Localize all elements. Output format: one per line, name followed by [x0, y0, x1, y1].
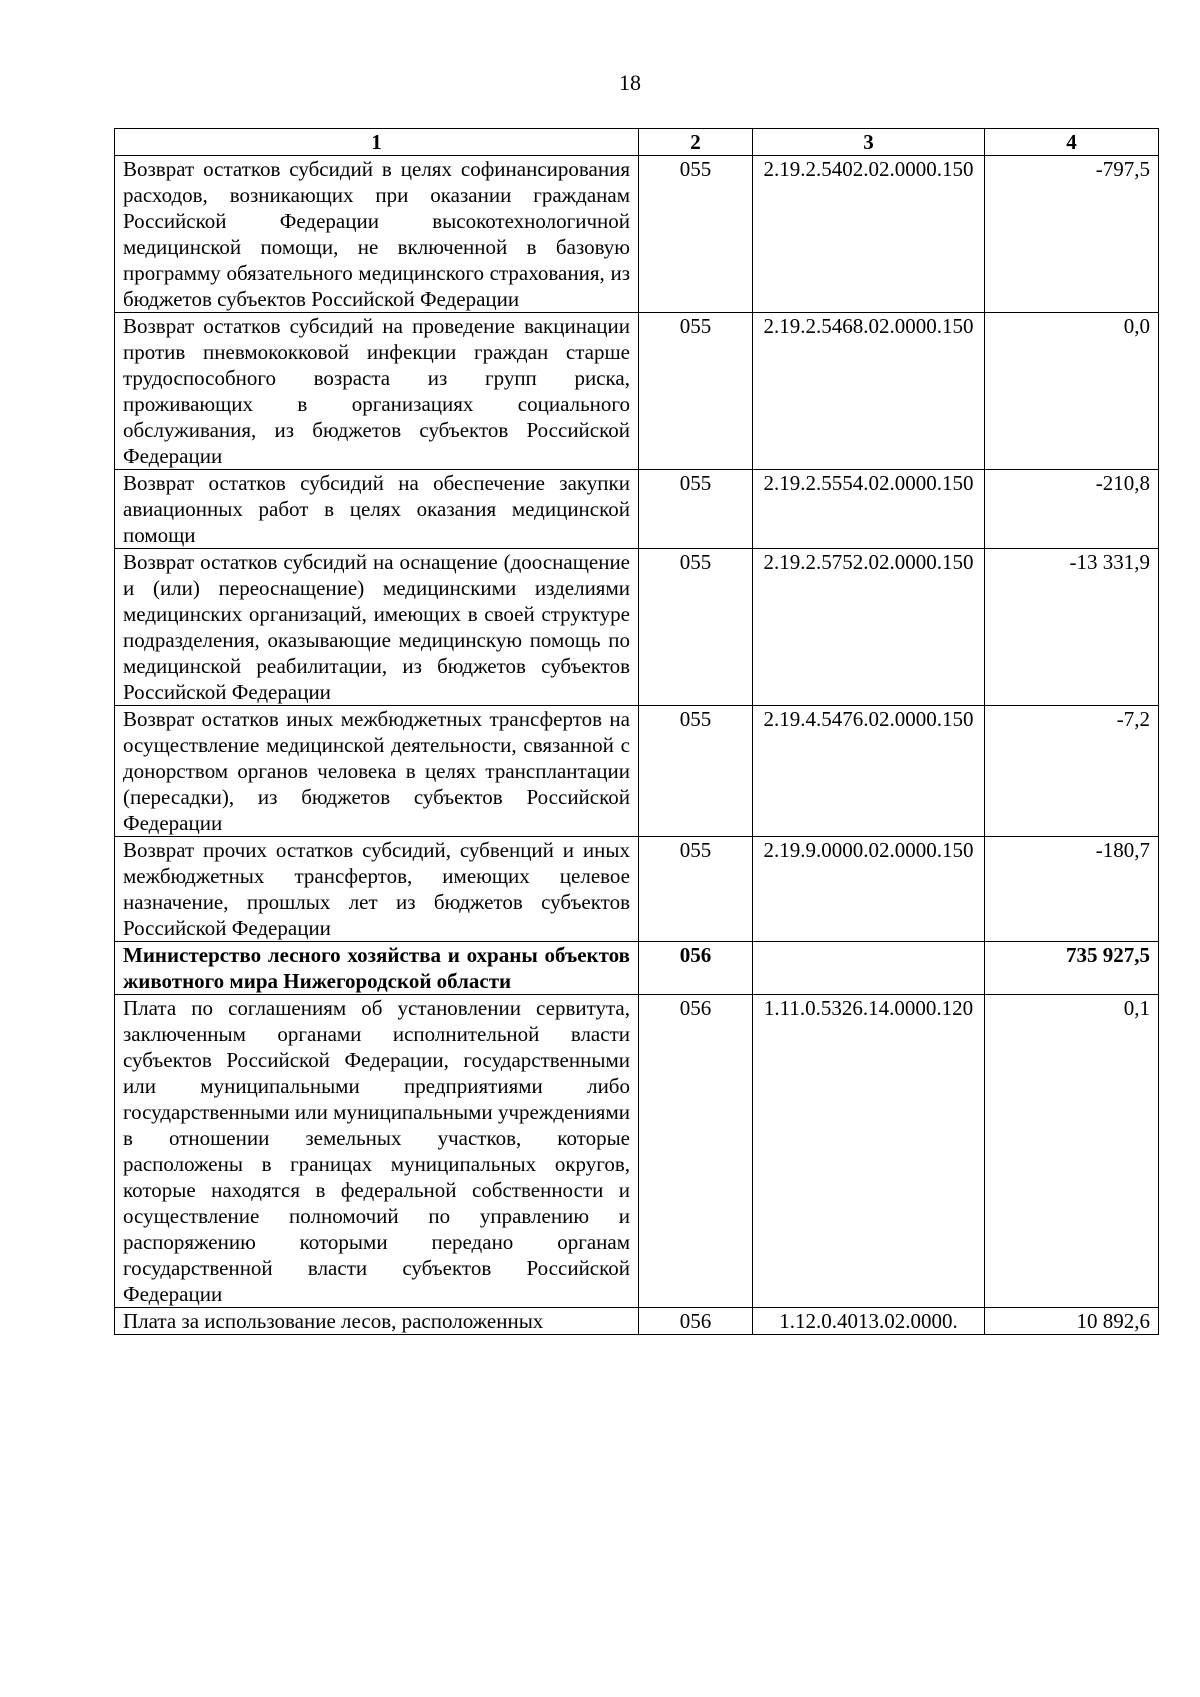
table-row: [115, 1308, 1159, 1335]
row-name: Плата за использование лесов, расположенных: [115, 1308, 639, 1335]
row-budget-code: 2.19.2.5402.02.0000.150: [753, 156, 985, 313]
row-budget-code: 2.19.2.5468.02.0000.150: [753, 313, 985, 470]
row-budget-code: 2.19.2.5752.02.0000.150: [753, 549, 985, 706]
table-row: [115, 995, 1159, 1308]
table-row: [115, 549, 1159, 706]
row-name: Возврат остатков субсидий на проведение вакцинации против пневмококковой инфекции граждан старше трудоспособного возраста из групп риска, проживающих в организациях социального обслуживания, из бюджетов субъектов Российской Федерации: [115, 313, 639, 470]
row-name: Возврат остатков субсидий на обеспечение закупки авиационных работ в целях оказания медицинской помощи: [115, 470, 639, 549]
row-name: Возврат прочих остатков субсидий, субвенций и иных межбюджетных трансфертов, имеющих целевое назначение, прошлых лет из бюджетов субъектов Российской Федерации: [115, 837, 639, 942]
row-admin-code: 055: [639, 470, 753, 549]
table-header-row: [115, 129, 1159, 156]
row-amount: -13 331,9: [985, 549, 1159, 706]
table-row: [115, 837, 1159, 942]
row-amount: 0,0: [985, 313, 1159, 470]
row-admin-code: 056: [639, 942, 753, 995]
row-amount: -7,2: [985, 706, 1159, 837]
header-col-4: 4: [985, 129, 1159, 156]
row-budget-code: 2.19.4.5476.02.0000.150: [753, 706, 985, 837]
header-col-3: 3: [753, 129, 985, 156]
row-amount: 735 927,5: [985, 942, 1159, 995]
budget-table: [114, 128, 1159, 1335]
row-name: Возврат остатков иных межбюджетных трансфертов на осуществление медицинской деятельности, связанной с донорством органов человека в целях трансплантации (пересадки), из бюджетов субъектов Российской Федерации: [115, 706, 639, 837]
row-amount: -210,8: [985, 470, 1159, 549]
row-amount: -180,7: [985, 837, 1159, 942]
row-budget-code: 1.12.0.4013.02.0000.: [753, 1308, 985, 1335]
row-name: Плата по соглашениям об установлении сервитута, заключенным органами исполнительной власти субъектов Российской Федерации, государственными или муниципальными предприятиями либо государственными или муниципальными учреждениями в отношении земельных участков, которые расположены в границах муниципальных округов, которые находятся в федеральной собственности и осуществление полномочий по управлению и распоряжению которыми передано органам государственной власти субъектов Российской Федерации: [115, 995, 639, 1308]
table-row: [115, 313, 1159, 470]
row-admin-code: 055: [639, 837, 753, 942]
row-admin-code: 055: [639, 156, 753, 313]
row-budget-code: 2.19.9.0000.02.0000.150: [753, 837, 985, 942]
row-budget-code: 1.11.0.5326.14.0000.120: [753, 995, 985, 1308]
row-admin-code: 056: [639, 1308, 753, 1335]
row-budget-code: [753, 942, 985, 995]
row-admin-code: 056: [639, 995, 753, 1308]
page-number: 18: [619, 70, 641, 95]
row-admin-code: 055: [639, 706, 753, 837]
row-budget-code: 2.19.2.5554.02.0000.150: [753, 470, 985, 549]
row-amount: 0,1: [985, 995, 1159, 1308]
row-admin-code: 055: [639, 549, 753, 706]
table-row: [115, 706, 1159, 837]
row-name: Возврат остатков субсидий в целях софинансирования расходов, возникающих при оказании гражданам Российской Федерации высокотехнологичной медицинской помощи, не включенной в базовую программу обязательного медицинского страхования, из бюджетов субъектов Российской Федерации: [115, 156, 639, 313]
table-row: [115, 156, 1159, 313]
table-row: [115, 470, 1159, 549]
row-amount: 10 892,6: [985, 1308, 1159, 1335]
table-row-ministry: [115, 942, 1159, 995]
row-admin-code: 055: [639, 313, 753, 470]
row-name: Министерство лесного хозяйства и охраны объектов животного мира Нижегородской области: [115, 942, 639, 995]
header-col-1: 1: [115, 129, 639, 156]
row-amount: -797,5: [985, 156, 1159, 313]
header-col-2: 2: [639, 129, 753, 156]
row-name: Возврат остатков субсидий на оснащение (дооснащение и (или) переоснащение) медицинскими изделиями медицинских организаций, имеющих в своей структуре подразделения, оказывающие медицинскую помощь по медицинской реабилитации, из бюджетов субъектов Российской Федерации: [115, 549, 639, 706]
